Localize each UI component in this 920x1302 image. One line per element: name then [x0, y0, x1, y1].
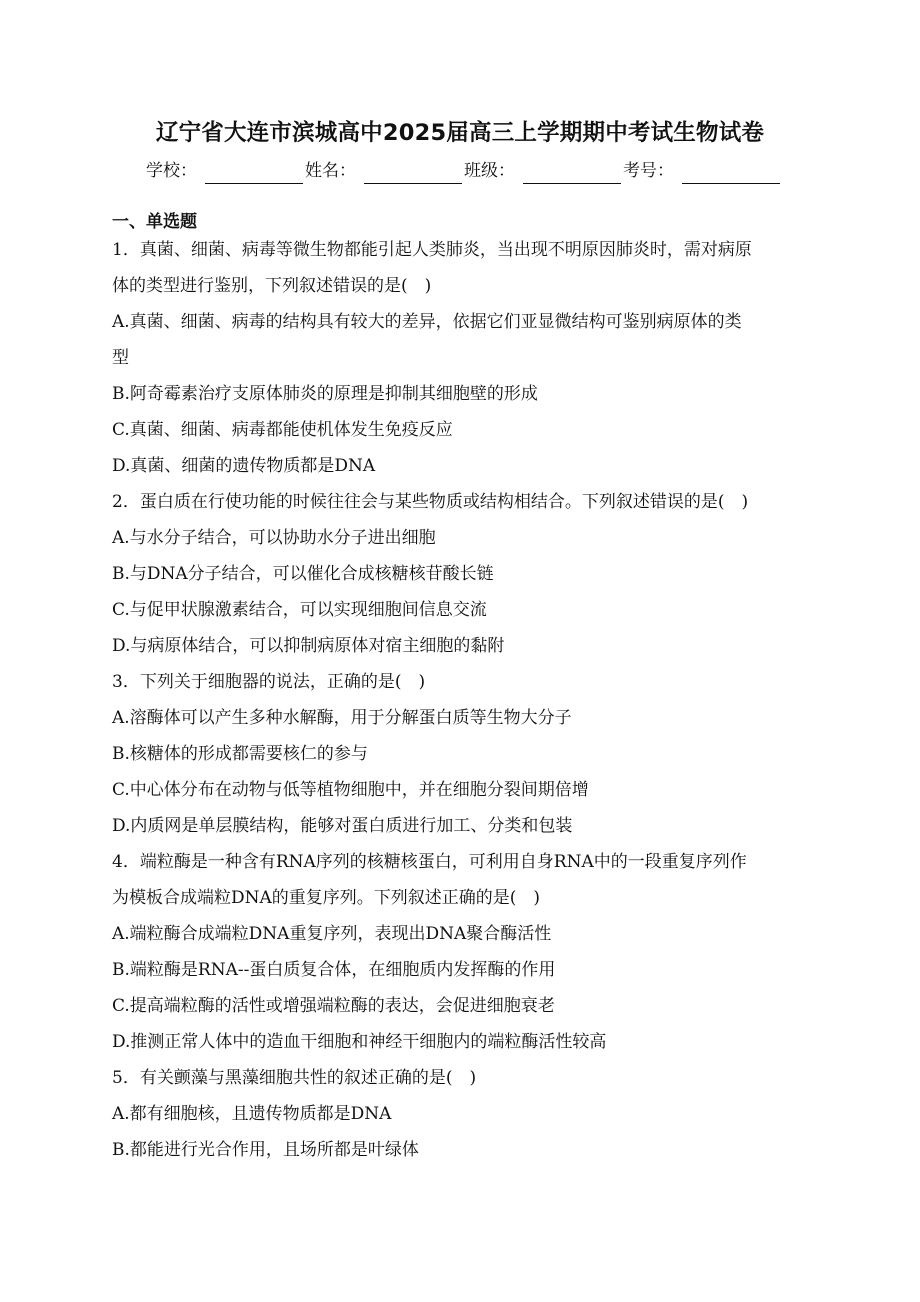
info-label: 姓名： — [305, 161, 356, 181]
question-stem: 4．端粒酶是一种含有RNA序列的核糖核蛋白，可利用自身RNA中的一段重复序列作 — [112, 852, 747, 872]
info-blank-line — [364, 161, 462, 184]
option-b: B.端粒酶是RNA--蛋白质复合体，在细胞质内发挥酶的作用 — [112, 960, 556, 980]
info-blank-line — [205, 161, 303, 184]
info-field-school — [146, 158, 305, 184]
option-c: C.真菌、细菌、病毒都能使机体发生免疫反应 — [112, 420, 453, 440]
student-info-row — [146, 154, 782, 184]
info-label: 考号： — [623, 161, 674, 181]
option-b: B.与DNA分子结合，可以催化合成核糖核苷酸长链 — [112, 564, 494, 584]
option-a: A.真菌、细菌、病毒的结构具有较大的差异，依据它们亚显微结构可鉴别病原体的类 — [112, 312, 742, 332]
option-a: 型 — [112, 348, 129, 368]
option-d: D.推测正常人体中的造血干细胞和神经干细胞内的端粒酶活性较高 — [112, 1032, 607, 1052]
question-stem: 体的类型进行鉴别，下列叙述错误的是( ) — [112, 276, 432, 296]
question-5 — [112, 1060, 812, 1168]
info-label: 班级： — [464, 161, 515, 181]
info-field-class — [464, 158, 623, 184]
option-c: C.中心体分布在动物与低等植物细胞中，并在细胞分裂间期倍增 — [112, 780, 589, 800]
question-2 — [112, 484, 812, 664]
option-a: A.与水分子结合，可以协助水分子进出细胞 — [112, 528, 436, 548]
option-b: B.阿奇霉素治疗支原体肺炎的原理是抑制其细胞壁的形成 — [112, 384, 538, 404]
info-blank-line — [523, 161, 621, 184]
question-4 — [112, 844, 812, 1060]
option-b: B.核糖体的形成都需要核仁的参与 — [112, 744, 368, 764]
question-stem: 2．蛋白质在行使功能的时候往往会与某些物质或结构相结合。下列叙述错误的是( ) — [112, 492, 749, 512]
exam-title: 辽宁省大连市滨城高中2025届高三上学期期中考试生物试卷 — [155, 120, 765, 146]
option-a: A.都有细胞核，且遗传物质都是DNA — [112, 1104, 392, 1124]
question-3 — [112, 664, 812, 844]
option-a: A.端粒酶合成端粒DNA重复序列，表现出DNA聚合酶活性 — [112, 924, 552, 944]
option-d: D.内质网是单层膜结构，能够对蛋白质进行加工、分类和包装 — [112, 816, 573, 836]
info-blank-line — [682, 161, 780, 184]
option-d: D.真菌、细菌的遗传物质都是DNA — [112, 456, 376, 476]
option-c: C.与促甲状腺激素结合，可以实现细胞间信息交流 — [112, 600, 487, 620]
section-heading: 一、单选题 — [112, 212, 197, 232]
option-b: B.都能进行光合作用，且场所都是叶绿体 — [112, 1140, 419, 1160]
info-label: 学校： — [146, 161, 197, 181]
question-stem: 5．有关颤藻与黑藻细胞共性的叙述正确的是( ) — [112, 1068, 477, 1088]
question-stem: 1．真菌、细菌、病毒等微生物都能引起人类肺炎，当出现不明原因肺炎时，需对病原 — [112, 240, 752, 260]
info-field-exam-number — [623, 158, 782, 184]
info-field-name — [305, 158, 464, 184]
question-stem: 3．下列关于细胞器的说法，正确的是( ) — [112, 672, 426, 692]
question-list — [112, 232, 812, 1168]
option-c: C.提高端粒酶的活性或增强端粒酶的表达，会促进细胞衰老 — [112, 996, 555, 1016]
question-stem: 为模板合成端粒DNA的重复序列。下列叙述正确的是( ) — [112, 888, 541, 908]
option-d: D.与病原体结合，可以抑制病原体对宿主细胞的黏附 — [112, 636, 505, 656]
option-a: A.溶酶体可以产生多种水解酶，用于分解蛋白质等生物大分子 — [112, 708, 572, 728]
question-1 — [112, 232, 812, 484]
